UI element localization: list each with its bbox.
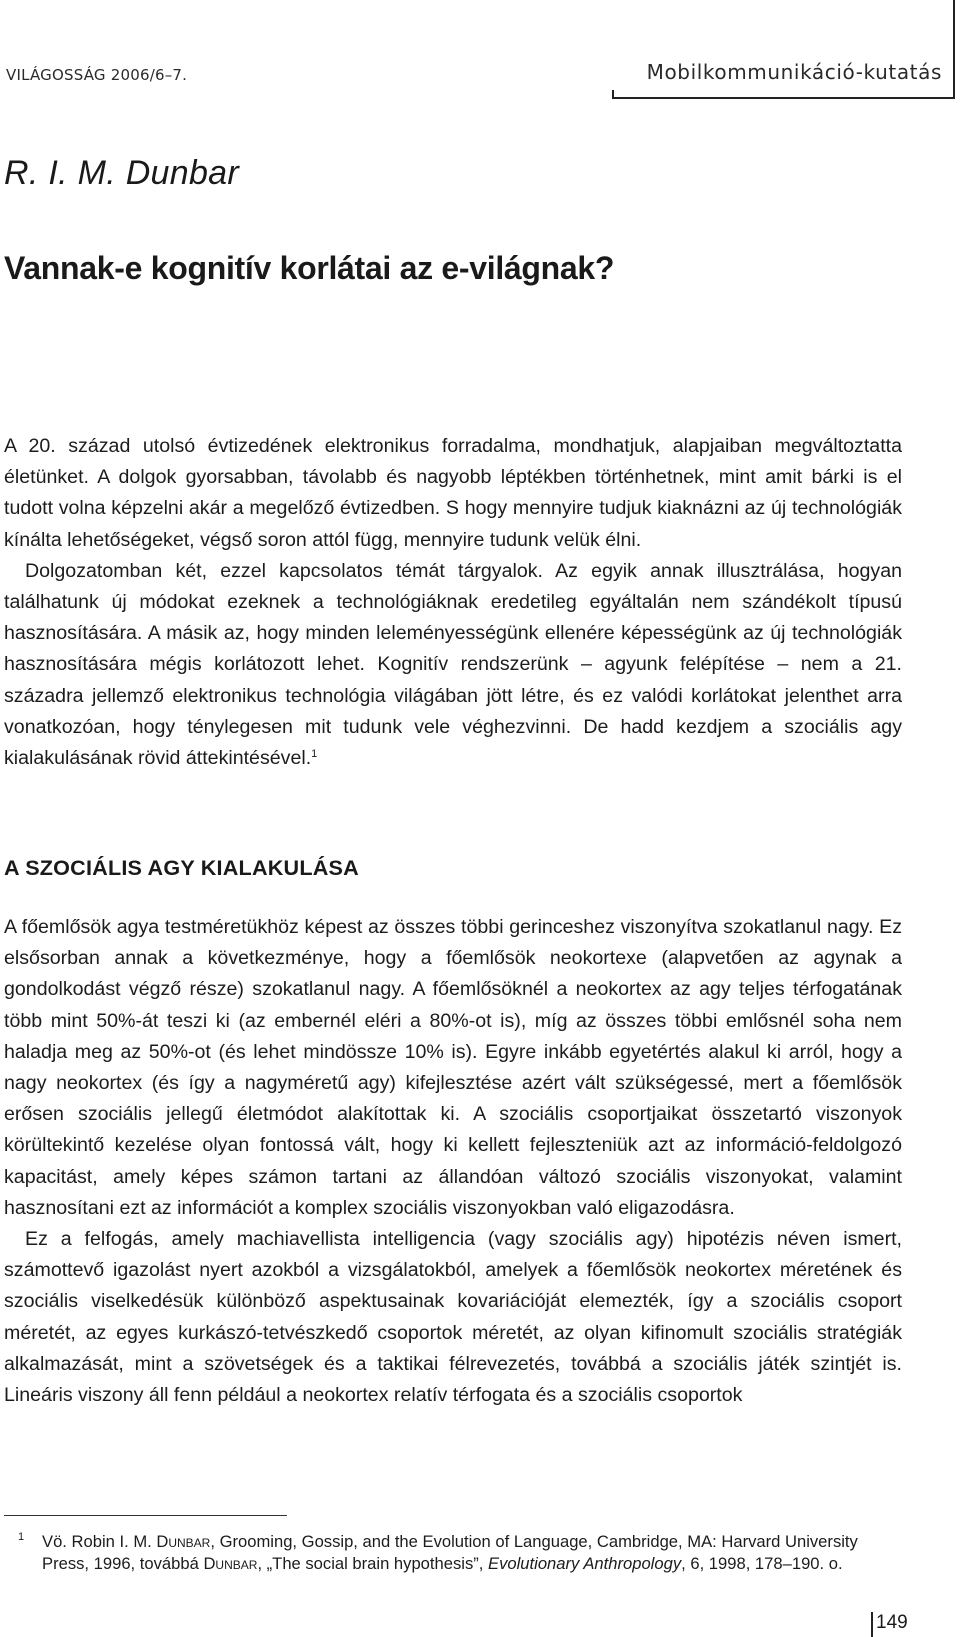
folio-rule xyxy=(871,1612,873,1637)
footnote-rule xyxy=(4,1515,287,1516)
footnote-text-part: , „The social brain hypothesis”, xyxy=(257,1553,489,1573)
footnote-author: Dunbar xyxy=(203,1553,258,1573)
footnote-author: Dunbar xyxy=(156,1532,211,1551)
section-paragraph-1: A főemlősök agya testméretükhöz képest az összes többi gerinceshez viszonyítva szokatlanul nagy. Ez elsősorban annak a következménye, hogy a főemlősök neokortexe (alapvetően az agynak a gondolkodást végző része) szokatlanul nagy. A főemlősöknél a neokortex az agy teljes térfogatának több mint 50%-át teszi ki (az embernél eléri a 80%-ot is), míg az összes többi emlősnél soha nem haladja meg az 50%-ot (és lehet mindössze 10% is). Egyre inkább egyetértés alakul ki arról, hogy a nagy neokortex (és így a nagyméretű agy) kifejlesztése azért vált szükségessé, mert a főemlősök erősen szociális jellegű életmódot alakítottak ki. A szociális csoportjaikat összetartó viszonyok körültekintő kezelése olyan fontossá vált, hogy ki kellett fejleszteniük azt az információ-feldolgozó kapacitást, amely képes számon tartani az állandóan változó szociális viszonyokat, valamint hasznosítani ezt az információt a komplex szociális viszonyokban való eligazodásra. xyxy=(4,916,902,1219)
intro-paragraph-1: A 20. század utolsó évtizedének elektronikus forradalma, mondhatjuk, alapjaiban megváltoztatta életünket. A dolgok gyorsabban, távolabb és nagyobb léptékben történhetnek, mint amit bárki is el tudott volna képzelni akár a megelőző évtizedben. S hogy mennyire tudjuk kiaknázni az új technológiák kínálta lehetőségeket, végső soron attól függ, mennyire tudunk velük élni. xyxy=(4,435,902,551)
section-paragraph-2: Ez a felfogás, amely machiavellista intelligencia (vagy szociális agy) hipotézis néven ismert, számottevő igazolást nyert azokból a vizsgálatokból, amelyek a főemlősök neokortex méretének és szociális viselkedésük különböző aspektusainak kovariációját elemezték, így a szociális csoport méretét, az egyes kurkászó-tetvészkedő csoportok méretét, az olyan kifinomult szociális stratégiák alkalmazását, mint a szövetségek és a taktikai félrevezetés, továbbá a szociális játék szintjét is. Lineáris viszony áll fenn például a neokortex relatív térfogata és a szociális csoportok xyxy=(4,1228,902,1407)
section-body xyxy=(4,912,902,1411)
footnote-text-part: , 6, 1998, 178–190. o. xyxy=(681,1553,843,1573)
footnote xyxy=(4,1531,902,1574)
section-heading: A SZOCIÁLIS AGY KIALAKULÁSA xyxy=(4,855,359,880)
footnote-text-part: Vö. Robin I. M. xyxy=(42,1532,157,1551)
intro-paragraph-2-text: Dolgozatomban két, ezzel kapcsolatos témát tárgyalok. Az egyik annak illusztrálása, hogyan találhatunk új módokat ezeknek a technológiáknak eredetileg egyáltalán nem szándékolt típusú hasznosítására. A másik az, hogy minden leleményességünk ellenére képességünk az új technológiák hasznosítására mégis korlátozott lehet. Kognitív rendszerünk – agyunk felépítése – nem a 21. századra jellemző elektronikus technológia világában jött létre, és ez valódi korlátokat jelenthet arra vonatkozóan, hogy ténylegesen mit tudunk vele véghezvinni. De hadd kezdjem a szociális agy kialakulásának rövid áttekintésével. xyxy=(4,559,902,770)
running-header-section: Mobilkommunikáció-kutatás xyxy=(646,60,942,84)
page-edge-rule xyxy=(953,0,955,99)
footnote-text xyxy=(42,1531,902,1574)
article-title: Vannak-e kognitív korlátai az e-világnak? xyxy=(4,250,615,286)
intro-body xyxy=(4,431,902,774)
running-header-journal: VILÁGOSSÁG 2006/6–7. xyxy=(6,66,188,84)
article-author: R. I. M. Dunbar xyxy=(4,154,240,192)
header-rule xyxy=(612,97,953,99)
page-number: 149 xyxy=(876,1612,908,1633)
footnote-text-part: , Grooming, Gossip, and the Evolution of Language, Cambridge, MA: Harvard University Press, 1996, továbbá xyxy=(42,1532,858,1573)
footnote-journal: Evolutionary Anthropology xyxy=(488,1553,682,1573)
footnote-mark: 1 xyxy=(18,1531,25,1543)
footnote-reference[interactable]: 1 xyxy=(311,748,318,761)
intro-paragraph-2 xyxy=(4,556,902,774)
